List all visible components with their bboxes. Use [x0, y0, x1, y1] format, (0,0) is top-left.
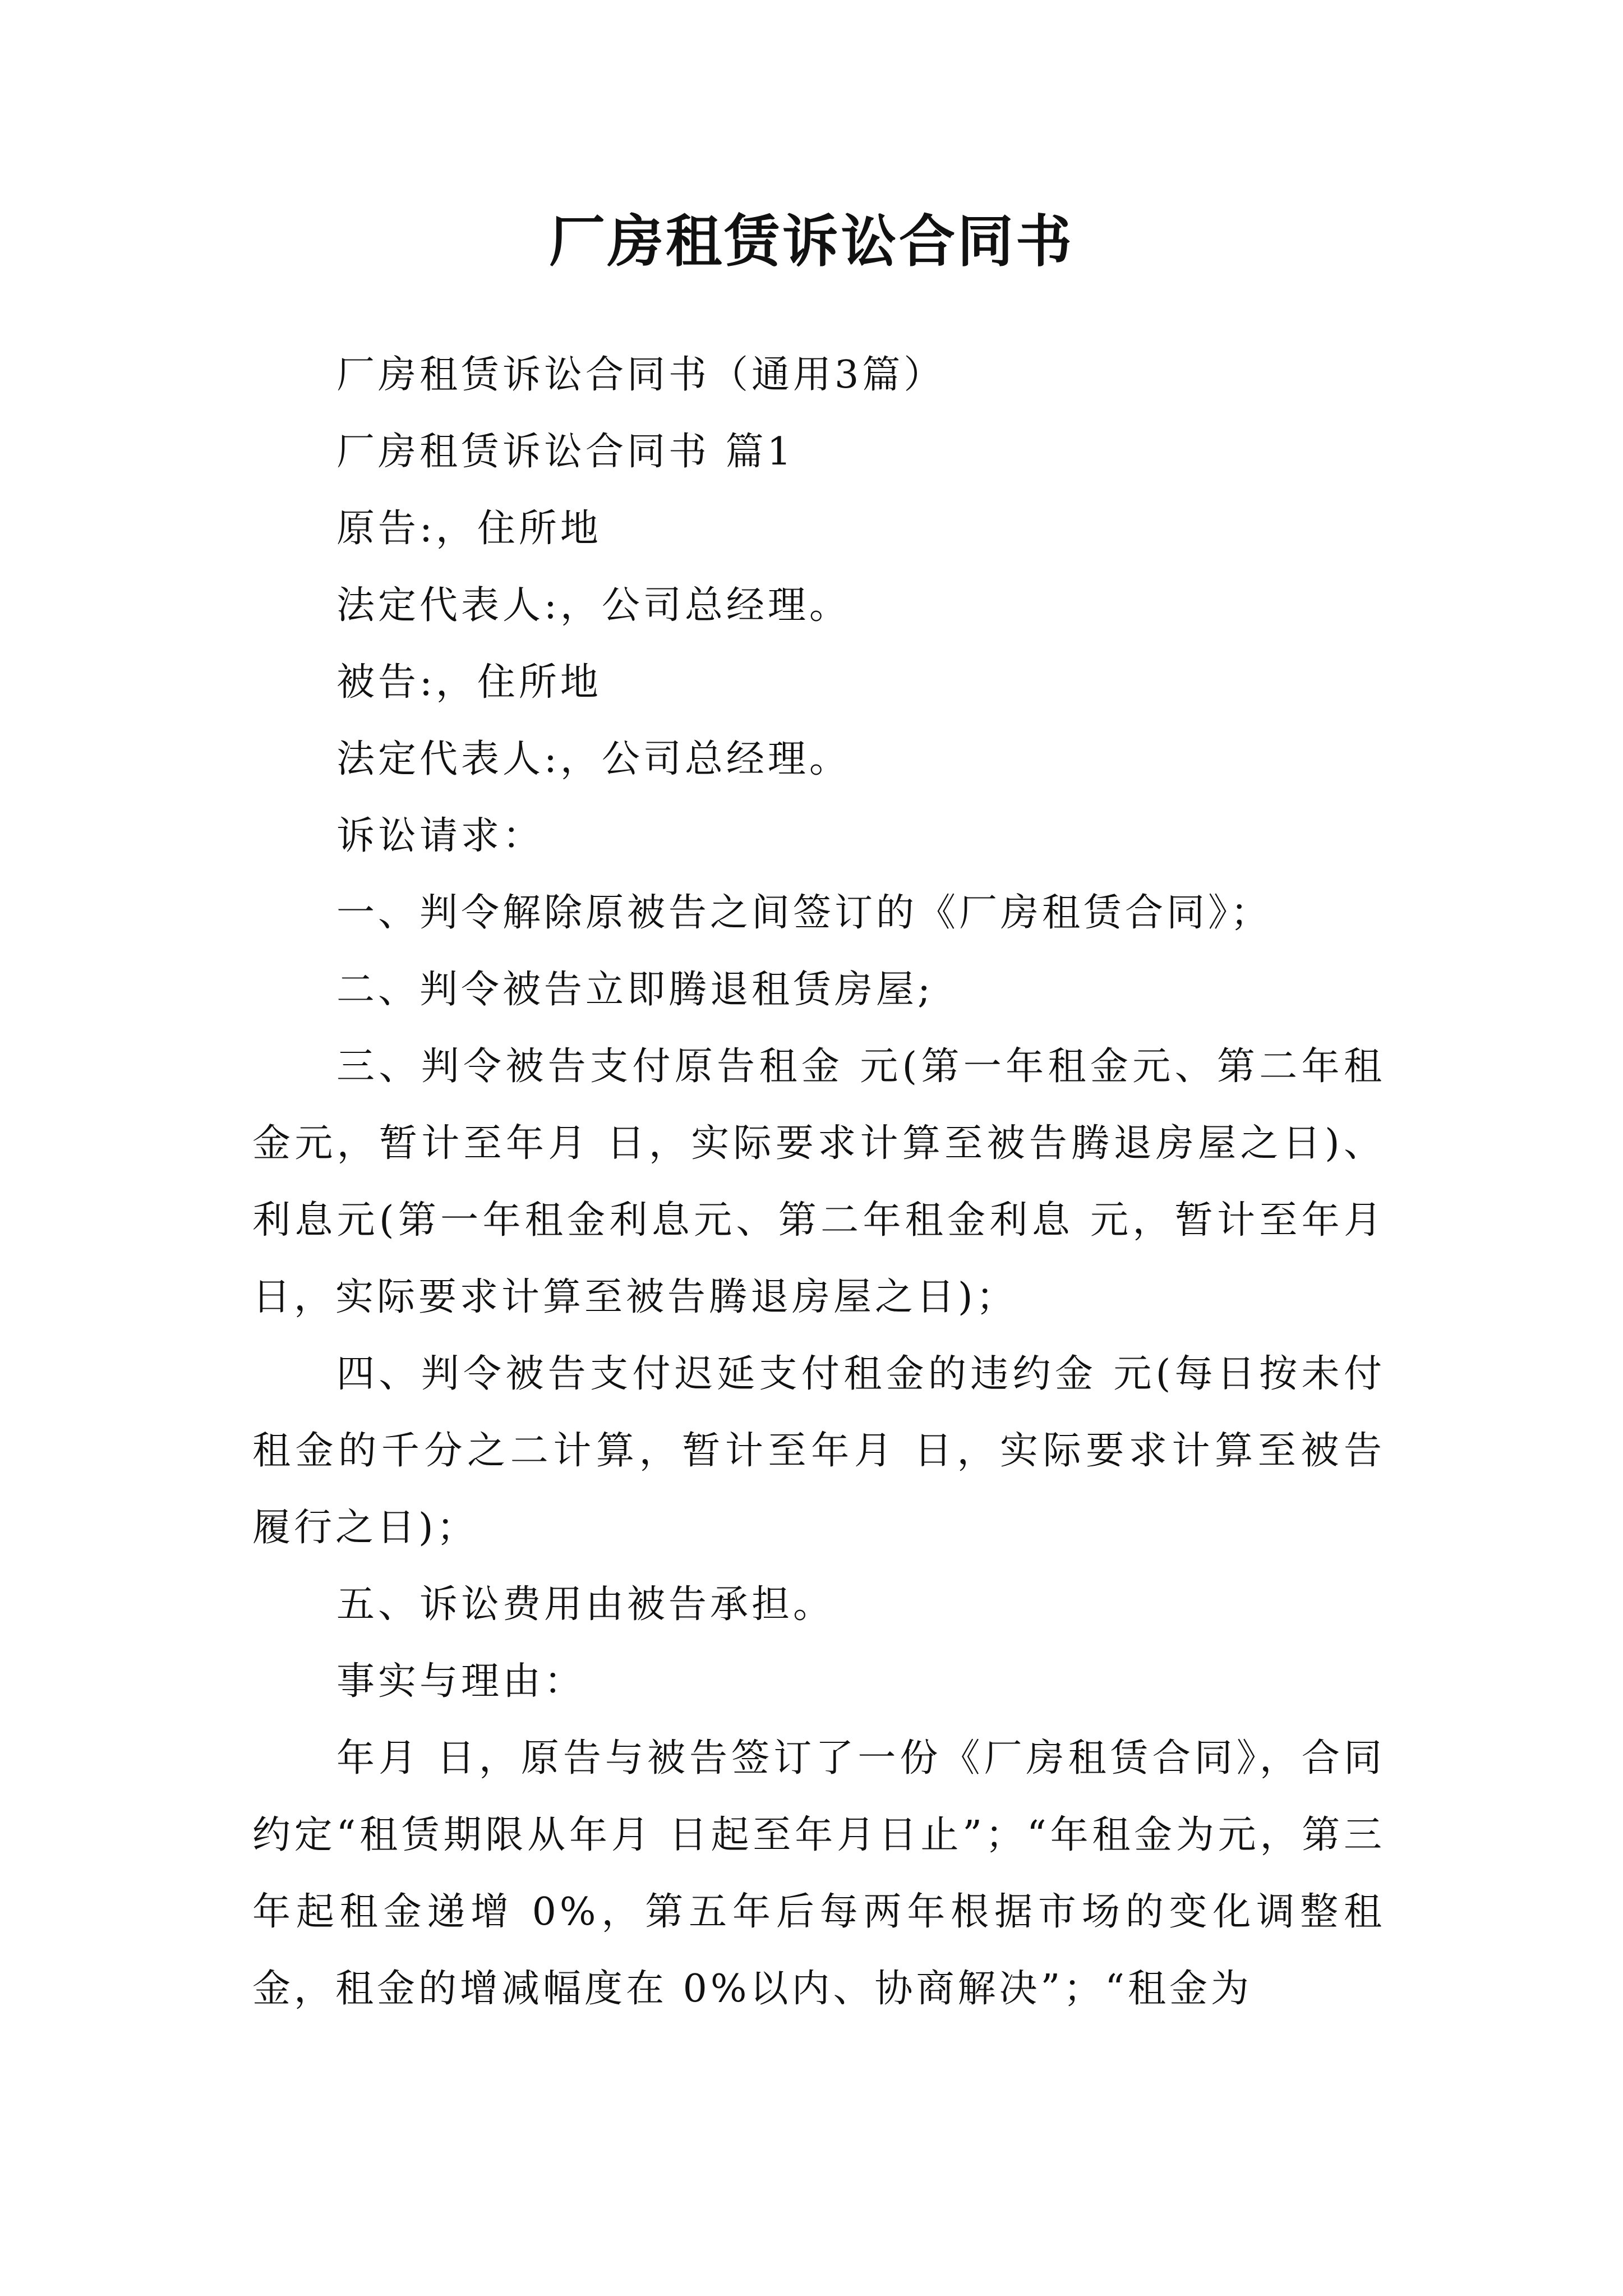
- document-body: [252, 337, 1385, 2027]
- paragraph-subtitle: 厂房租赁诉讼合同书（通用3篇）: [336, 353, 946, 397]
- paragraph-facts-heading: 事实与理由：: [336, 1659, 586, 1704]
- paragraph-claim-3: 三、判令被告支付原告租金 元(第一年租金元、第二年租金元，暂计至年月 日，实际要求计算至被告腾退房屋之日)、利息元(第一年租金利息元、第二年租金利息 元，暂计至年月 日，实际要求计算至被告腾退房屋之日)；: [252, 1045, 1385, 1319]
- paragraph-claim-4: 四、判令被告支付迟延支付租金的违约金 元(每日按未付租金的千分之二计算，暂计至年月 日，实际要求计算至被告履行之日)；: [252, 1352, 1385, 1550]
- paragraph-plaintiff-representative: 法定代表人:，公司总经理。: [336, 583, 851, 628]
- paragraph-claim-5: 五、诉讼费用由被告承担。: [336, 1582, 835, 1627]
- paragraph-claim-2: 二、判令被告立即腾退租赁房屋;: [336, 968, 934, 1012]
- paragraph-claims-heading: 诉讼请求：: [336, 814, 545, 858]
- paragraph-facts: 年月 日，原告与被告签订了一份《厂房租赁合同》，合同约定“租赁期限从年月 日起至年月日止”；“年租金为元，第三年起租金递增 0%，第五年后每两年根据市场的变化调整租金，租金的增减幅度在 0%以内、协商解决”；“租金为: [252, 1736, 1385, 2011]
- paragraph-claim-1: 一、判令解除原被告之间签订的《厂房租赁合同》；: [336, 891, 1272, 935]
- paragraph-defendant-representative: 法定代表人:，公司总经理。: [336, 737, 851, 781]
- document-title: 厂房租赁诉讼合同书: [549, 208, 1074, 274]
- paragraph-plaintiff: 原告:，住所地: [336, 507, 602, 551]
- paragraph-defendant: 被告:，住所地: [336, 660, 602, 705]
- paragraph-section-heading: 厂房租赁诉讼合同书 篇1: [336, 430, 795, 474]
